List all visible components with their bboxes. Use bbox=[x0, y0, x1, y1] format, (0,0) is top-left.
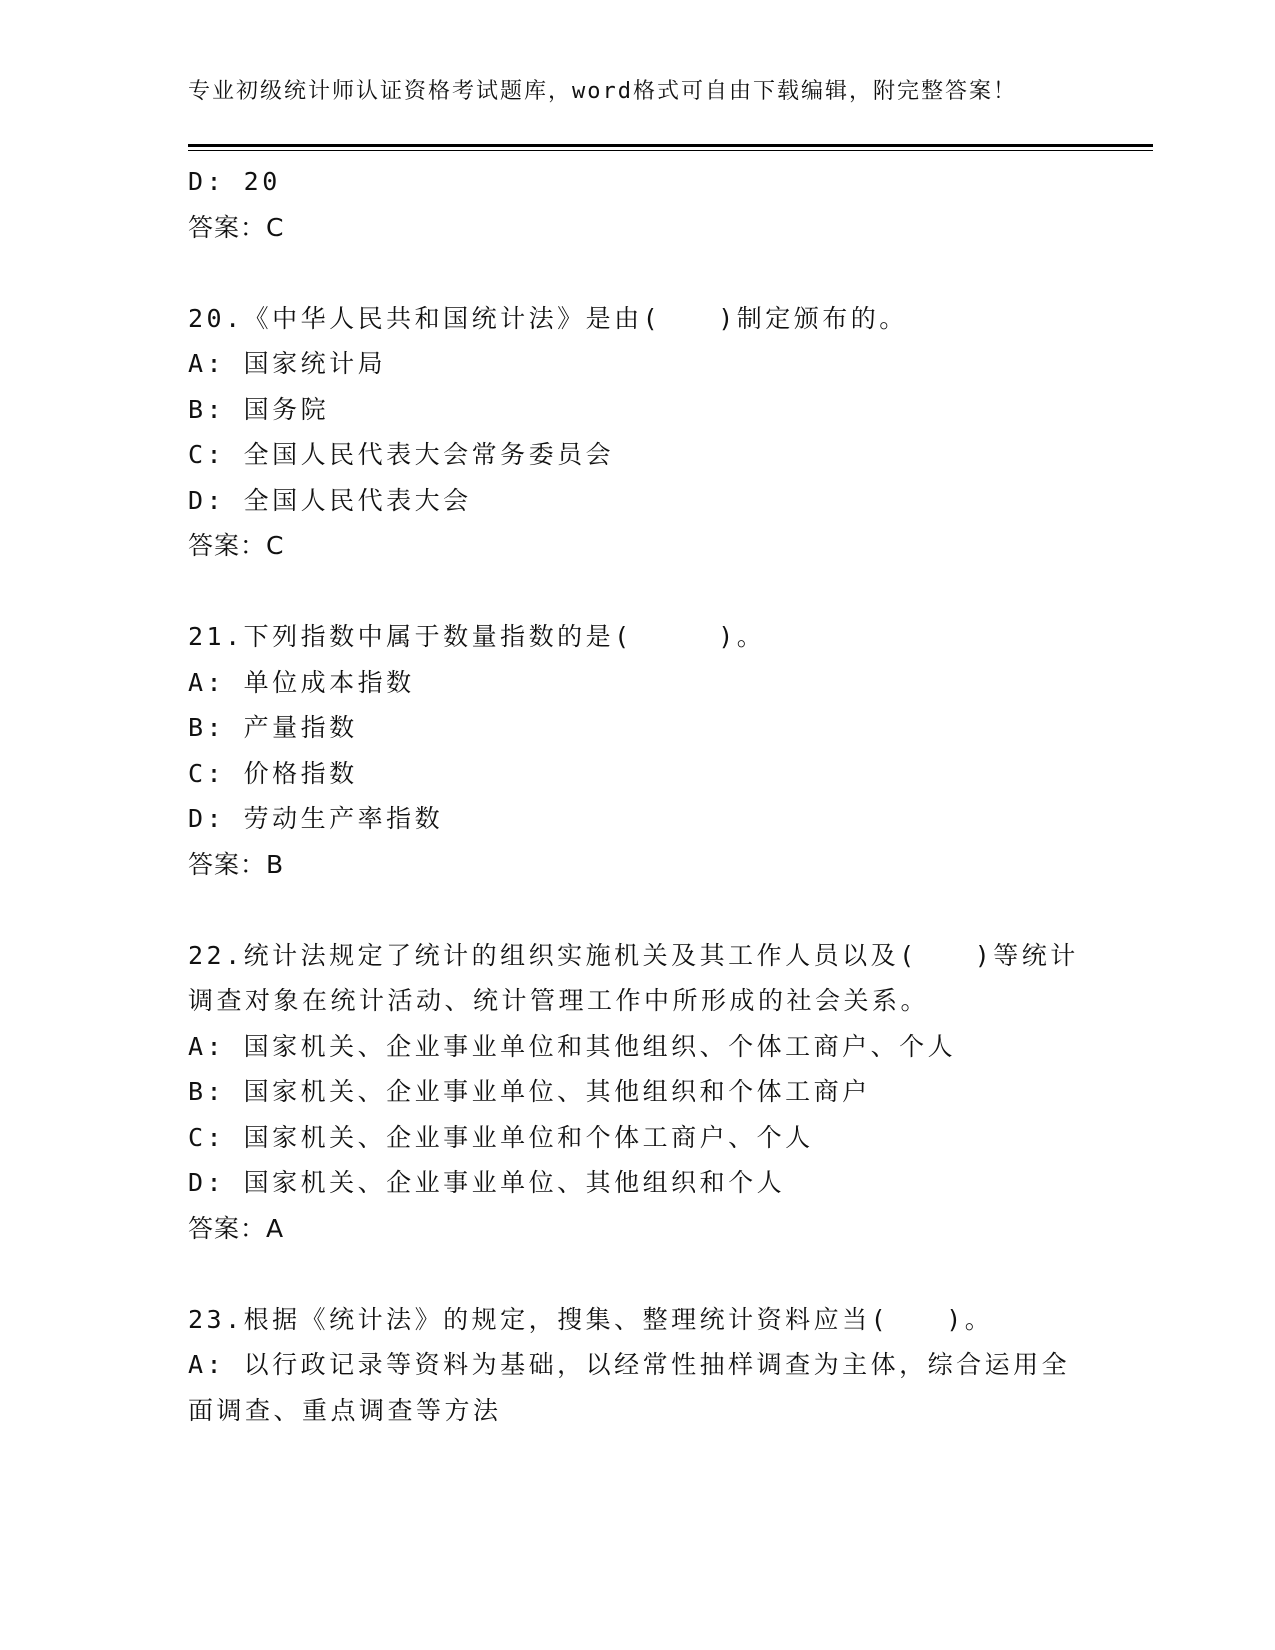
option-b: B: 国务院 bbox=[188, 394, 330, 424]
question-list bbox=[188, 159, 1088, 1433]
question-stem: 23.根据《统计法》的规定，搜集、整理统计资料应当( )。 bbox=[188, 1304, 994, 1334]
option-b: B: 国家机关、企业事业单位、其他组织和个体工商户 bbox=[188, 1077, 871, 1106]
page-header: 专业初级统计师认证资格考试题库，word格式可自由下载编辑，附完整答案！ bbox=[188, 79, 1017, 104]
question-stem: 22.统计法规定了统计的组织实施机关及其工作人员以及( )等统计 bbox=[188, 940, 1079, 970]
spacer bbox=[188, 887, 1088, 933]
answer: 答案：B bbox=[188, 849, 285, 879]
question-stem: 20.《中华人民共和国统计法》是由( )制定颁布的。 bbox=[188, 303, 908, 333]
spacer bbox=[188, 250, 1088, 296]
option-d: D: 全国人民代表大会 bbox=[188, 485, 472, 515]
option-c: C: 价格指数 bbox=[188, 758, 358, 788]
option-b: B: 产量指数 bbox=[188, 713, 358, 742]
option-a: A: 单位成本指数 bbox=[188, 667, 415, 697]
question-23 bbox=[188, 1297, 1088, 1434]
header-divider-thin bbox=[188, 150, 1153, 151]
option-a: A: 国家统计局 bbox=[188, 349, 387, 378]
question-stem-cont: 调查对象在统计活动、统计管理工作中所形成的社会关系。 bbox=[188, 986, 930, 1015]
question-stem: 21.下列指数中属于数量指数的是( )。 bbox=[188, 622, 766, 651]
question-21 bbox=[188, 614, 1088, 887]
prev-answer: 答案：C bbox=[188, 212, 285, 242]
option-d: D: 国家机关、企业事业单位、其他组织和个人 bbox=[188, 1168, 786, 1197]
option-c: C: 全国人民代表大会常务委员会 bbox=[188, 440, 615, 469]
question-22 bbox=[188, 933, 1088, 1252]
option-a: A: 国家机关、企业事业单位和其他组织、个体工商户、个人 bbox=[188, 1031, 957, 1061]
prev-option-d: D: 20 bbox=[188, 167, 281, 196]
question-20 bbox=[188, 296, 1088, 569]
option-a-cont: 面调查、重点调查等方法 bbox=[188, 1395, 502, 1425]
option-c: C: 国家机关、企业事业单位和个体工商户、个人 bbox=[188, 1122, 814, 1152]
spacer bbox=[188, 1251, 1088, 1297]
option-d: D: 劳动生产率指数 bbox=[188, 804, 444, 833]
header-divider-thick bbox=[188, 144, 1153, 147]
answer: 答案：C bbox=[188, 531, 285, 560]
option-a: A: 以行政记录等资料为基础，以经常性抽样调查为主体，综合运用全 bbox=[188, 1350, 1071, 1379]
spacer bbox=[188, 569, 1088, 615]
answer: 答案：A bbox=[188, 1213, 285, 1243]
